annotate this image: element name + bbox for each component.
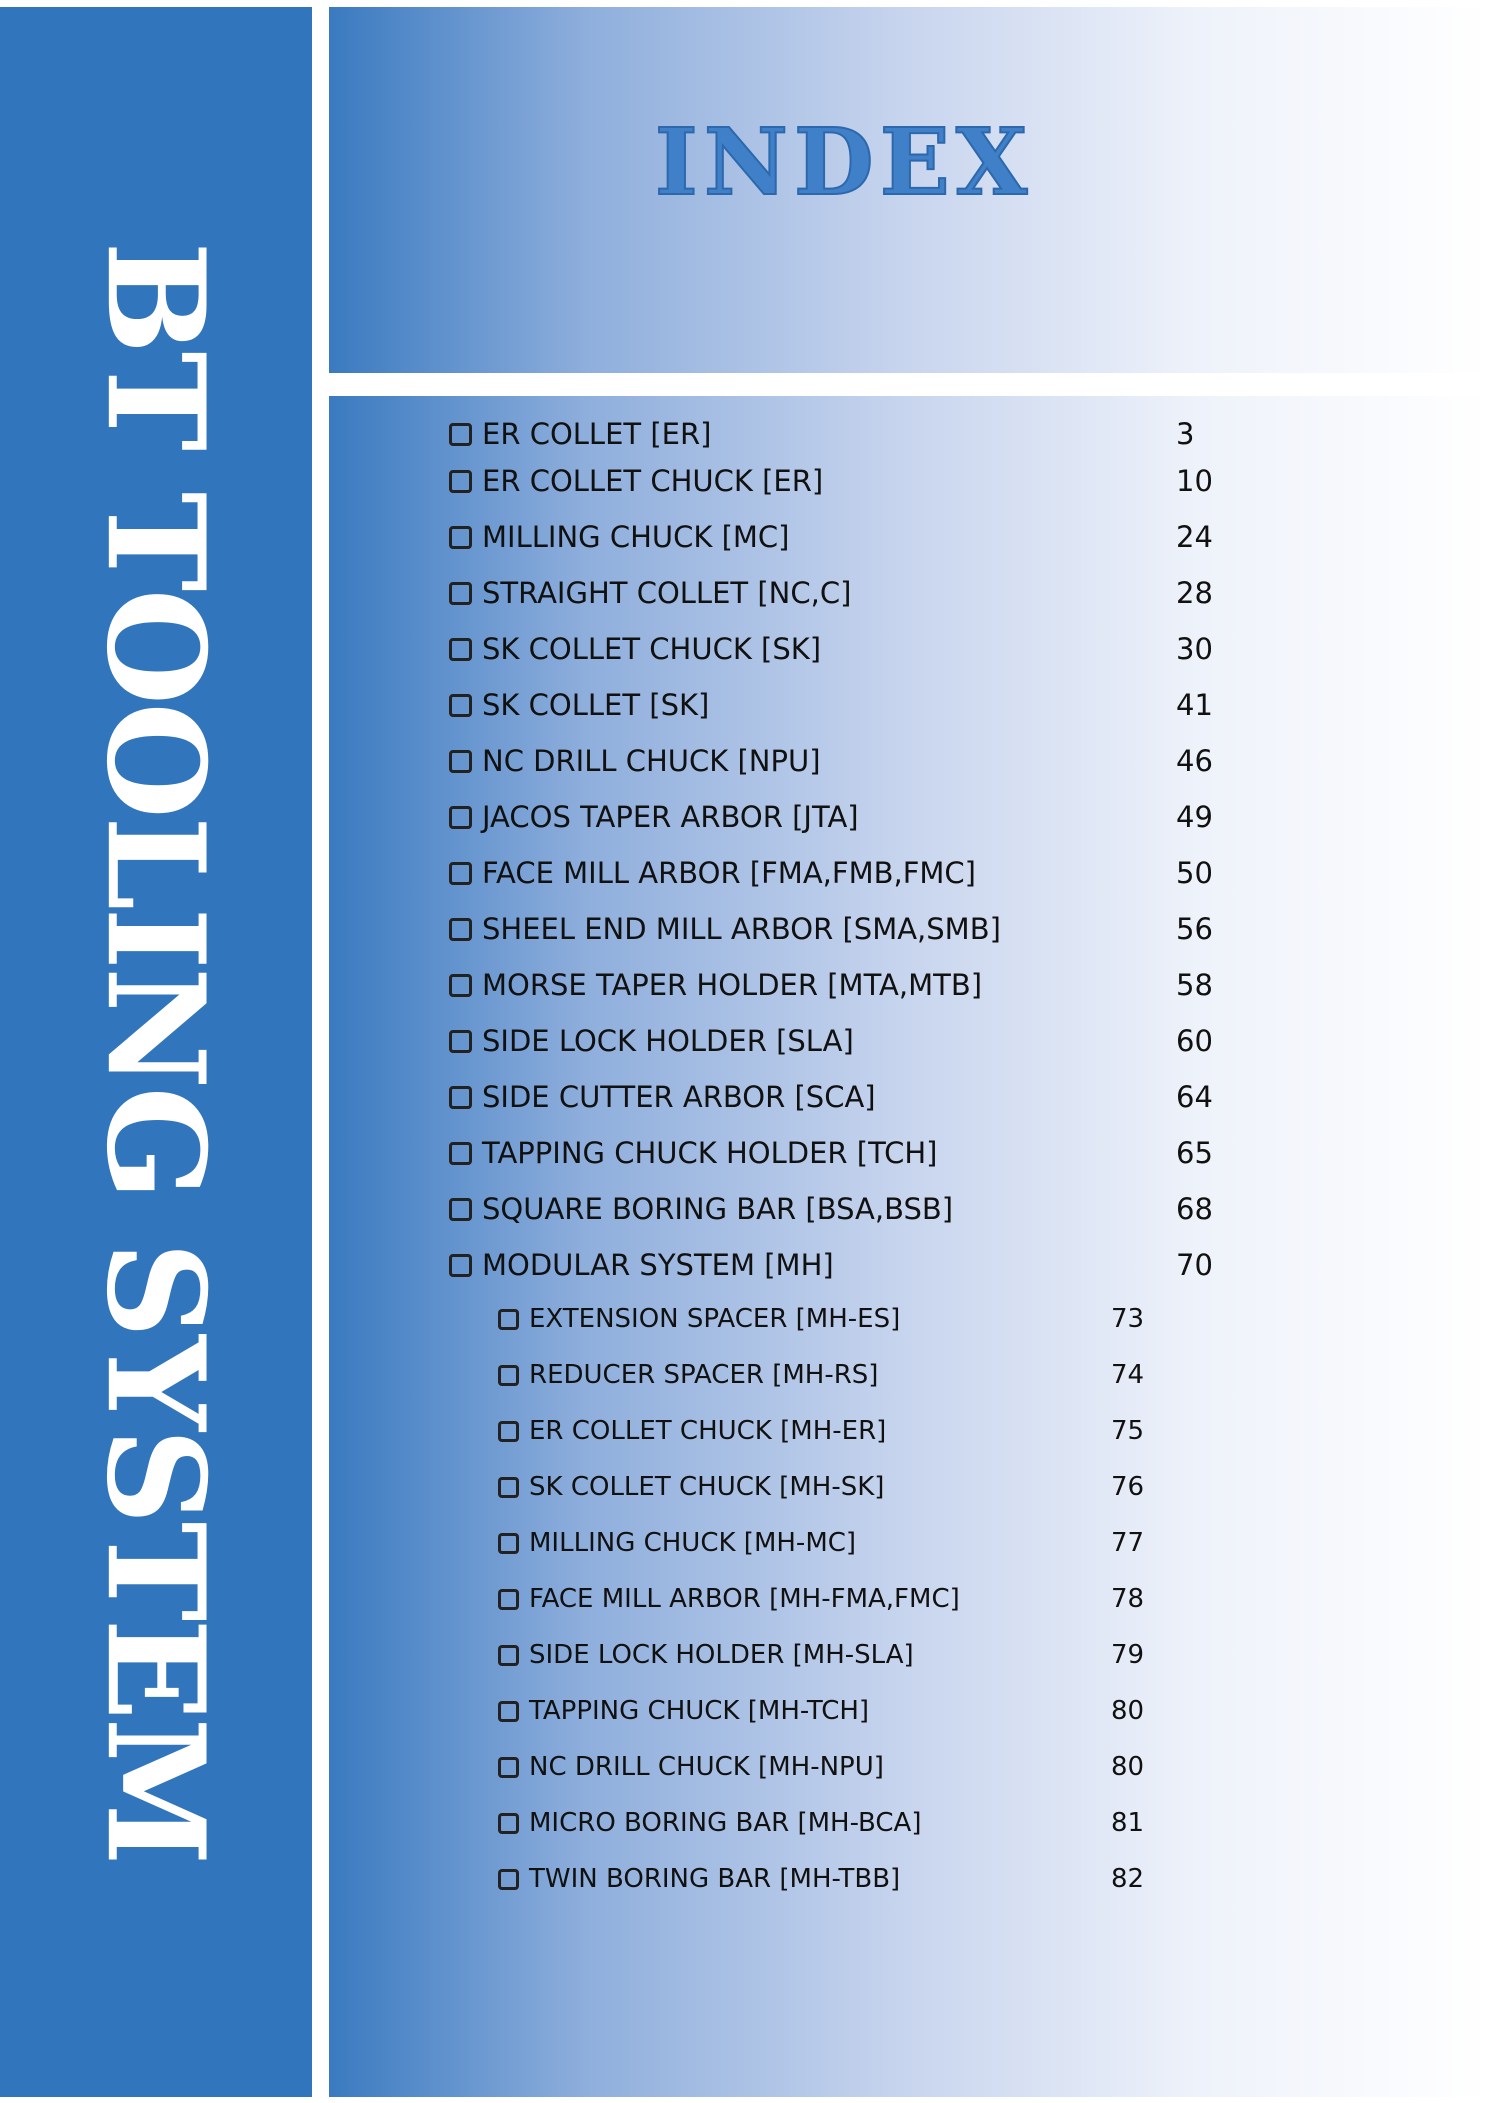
toc-subentry[interactable] [498,1584,960,1614]
toc-entry-label: MODULAR SYSTEM [MH] [482,1248,834,1282]
toc-page-number: 79 [1111,1640,1145,1670]
checkbox-icon [498,1421,519,1442]
toc-entry[interactable] [449,800,859,834]
checkbox-icon [449,638,472,661]
checkbox-icon [498,1477,519,1498]
checkbox-icon [498,1533,519,1554]
toc-page-number: 56 [1176,912,1213,946]
checkbox-icon [498,1869,519,1890]
toc-entry[interactable] [449,1024,854,1058]
toc-page-number: 75 [1111,1416,1145,1446]
toc-entry[interactable] [449,520,790,554]
toc-entry[interactable] [449,912,1001,946]
toc-entry[interactable] [449,856,976,890]
toc-entry[interactable] [449,688,709,722]
toc-subentry[interactable] [498,1472,884,1502]
toc-page-number: 82 [1111,1864,1145,1894]
toc-entry-label: MILLING CHUCK [MH-MC] [529,1528,857,1558]
toc-subentry[interactable] [498,1416,886,1446]
toc-entry-label: SHEEL END MILL ARBOR [SMA,SMB] [482,912,1001,946]
toc-page-number: 10 [1176,464,1213,498]
toc-page-number: 81 [1111,1808,1145,1838]
toc-entry-label: SIDE CUTTER ARBOR [SCA] [482,1080,876,1114]
spine [0,7,312,2097]
checkbox-icon [449,974,472,997]
checkbox-icon [498,1813,519,1834]
checkbox-icon [449,918,472,941]
toc-page-number: 41 [1176,688,1213,722]
checkbox-icon [498,1589,519,1610]
checkbox-icon [449,526,472,549]
toc-subentry[interactable] [498,1360,878,1390]
toc-entry[interactable] [449,744,821,778]
toc-page-number: 58 [1176,968,1213,1002]
toc-page-number: 49 [1176,800,1213,834]
checkbox-icon [449,750,472,773]
toc-entry-label: NC DRILL CHUCK [NPU] [482,744,821,778]
toc-page-number: 50 [1176,856,1213,890]
toc-page-number: 70 [1176,1248,1213,1282]
toc-page-number: 30 [1176,632,1213,666]
checkbox-icon [498,1309,519,1330]
toc-entry[interactable] [449,1136,938,1170]
toc-page-number: 64 [1176,1080,1213,1114]
toc-subentry[interactable] [498,1696,869,1726]
toc-page-number: 46 [1176,744,1213,778]
toc-entry-label: MILLING CHUCK [MC] [482,520,790,554]
toc-subentry[interactable] [498,1304,900,1334]
checkbox-icon [449,1142,472,1165]
toc-entry-label: SK COLLET CHUCK [MH-SK] [529,1472,885,1502]
toc-entry-label: MICRO BORING BAR [MH-BCA] [529,1808,922,1838]
checkbox-icon [498,1757,519,1778]
page-title: INDEX [654,108,1034,216]
toc-entry-label: MORSE TAPER HOLDER [MTA,MTB] [482,968,983,1002]
toc-entry-label: ER COLLET CHUCK [MH-ER] [529,1416,887,1446]
toc-entry-label: NC DRILL CHUCK [MH-NPU] [529,1752,884,1782]
toc-subentry[interactable] [498,1640,914,1670]
toc-entry-label: SK COLLET CHUCK [SK] [482,632,822,666]
toc-page-number: 78 [1111,1584,1145,1614]
toc-page-number: 68 [1176,1192,1213,1226]
toc-entry-label: EXTENSION SPACER [MH-ES] [529,1304,901,1334]
toc-page-number: 24 [1176,520,1213,554]
toc-page-number: 76 [1111,1472,1145,1502]
toc-page-number: 74 [1111,1360,1145,1390]
toc-entry-label: ER COLLET CHUCK [ER] [482,464,824,498]
checkbox-icon [498,1701,519,1722]
toc-entry[interactable] [449,576,851,610]
toc-entry-label: ER COLLET [ER] [482,417,712,451]
toc-page-number: 77 [1111,1528,1145,1558]
toc-entry-label: REDUCER SPACER [MH-RS] [529,1360,879,1390]
checkbox-icon [449,470,472,493]
toc-subentry[interactable] [498,1864,900,1894]
toc-entry-label: FACE MILL ARBOR [FMA,FMB,FMC] [482,856,976,890]
toc-page-number: 73 [1111,1304,1145,1334]
checkbox-icon [449,423,472,446]
toc-entry[interactable] [449,1080,876,1114]
toc-entry[interactable] [449,417,711,451]
checkbox-icon [449,862,472,885]
toc-page-number: 80 [1111,1696,1145,1726]
toc-subentry[interactable] [498,1752,884,1782]
toc-entry[interactable] [449,464,823,498]
checkbox-icon [449,806,472,829]
toc-entry-label: SIDE LOCK HOLDER [MH-SLA] [529,1640,914,1670]
toc-entry-label: SK COLLET [SK] [482,688,710,722]
toc-page-number: 28 [1176,576,1213,610]
toc-entry-label: STRAIGHT COLLET [NC,C] [482,576,852,610]
toc-entry-label: JACOS TAPER ARBOR [JTA] [482,800,859,834]
checkbox-icon [498,1365,519,1386]
checkbox-icon [449,1254,472,1277]
toc-subentry[interactable] [498,1528,856,1558]
spine-title: BT TOOLING SYSTEM [77,241,235,1863]
toc-entry-label: TAPPING CHUCK HOLDER [TCH] [482,1136,938,1170]
checkbox-icon [449,1198,472,1221]
toc-entry-label: SQUARE BORING BAR [BSA,BSB] [482,1192,954,1226]
toc-entry-label: TAPPING CHUCK [MH-TCH] [529,1696,870,1726]
toc-page-number: 65 [1176,1136,1213,1170]
toc-entry-label: TWIN BORING BAR [MH-TBB] [529,1864,901,1894]
toc-entry[interactable] [449,968,982,1002]
toc-page-number: 3 [1176,417,1195,451]
toc-entry[interactable] [449,1248,834,1282]
toc-page-number: 60 [1176,1024,1213,1058]
toc-entry-label: FACE MILL ARBOR [MH-FMA,FMC] [529,1584,960,1614]
toc-page-number: 80 [1111,1752,1145,1782]
toc-subentry[interactable] [498,1808,922,1838]
toc-entry-label: SIDE LOCK HOLDER [SLA] [482,1024,854,1058]
toc-entry[interactable] [449,1192,953,1226]
checkbox-icon [449,1030,472,1053]
toc-entry[interactable] [449,632,821,666]
checkbox-icon [449,694,472,717]
checkbox-icon [449,1086,472,1109]
checkbox-icon [449,582,472,605]
checkbox-icon [498,1645,519,1666]
